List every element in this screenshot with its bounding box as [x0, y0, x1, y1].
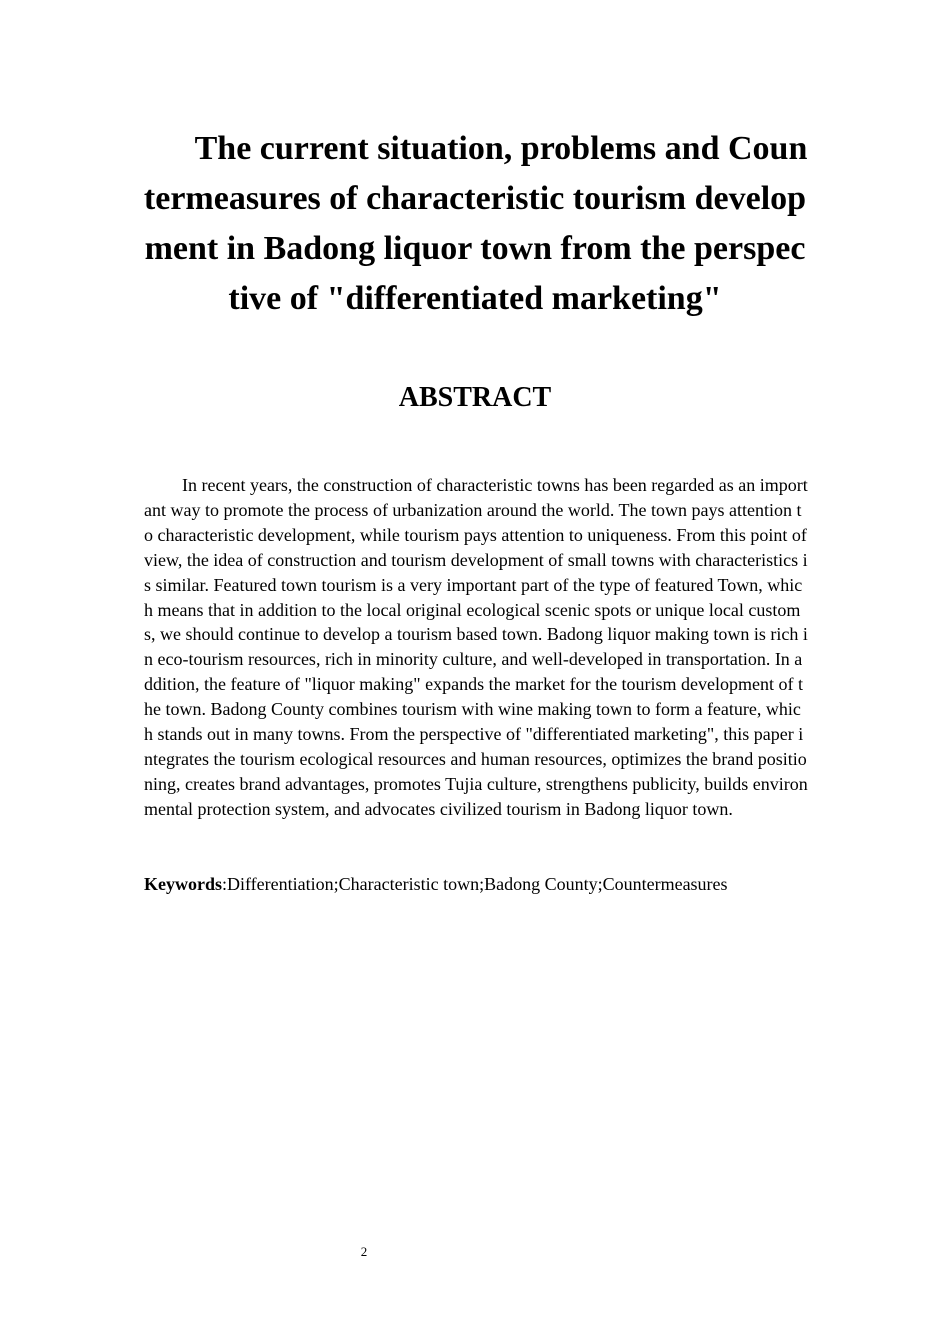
- page-number: 2: [360, 1244, 368, 1259]
- keywords-label: Keywords: [144, 874, 222, 894]
- abstract-body: In recent years, the construction of characteristic towns has been regarded as an important way to promote the process of urbanization around the world. The town pays attention to characteristic development, while tourism pays attention to uniqueness. From this point of view, the idea of construction and tourism development of small towns with characteristics is similar. Featured town tourism is a very important part of the type of featured Town, which means that in addition to the local original ecological scenic spots or unique local customs, we should continue to develop a tourism based town. Badong liquor making town is rich in eco-tourism resources, rich in minority culture, and well-developed in transportation. In addition, the feature of "liquor making" expands the market for the tourism development of the town. Badong County combines tourism with wine making town to form a feature, which stands out in many towns. From the perspective of "differentiated marketing", this paper integrates the tourism ecological resources and human resources, optimizes the brand positioning, creates brand advantages, promotes Tujia culture, strengthens publicity, builds environmental protection system, and advocates civilized tourism in Badong liquor town.: [144, 475, 808, 819]
- keywords-text: :Differentiation;Characteristic town;Badong County;Countermeasures: [222, 874, 728, 894]
- abstract-heading: ABSTRACT: [398, 382, 552, 413]
- document-title: The current situation, problems and Countermeasures of characteristic tourism development in Badong liquor town from the perspective of "differentiated marketing": [143, 130, 808, 317]
- keywords-line: [144, 872, 808, 896]
